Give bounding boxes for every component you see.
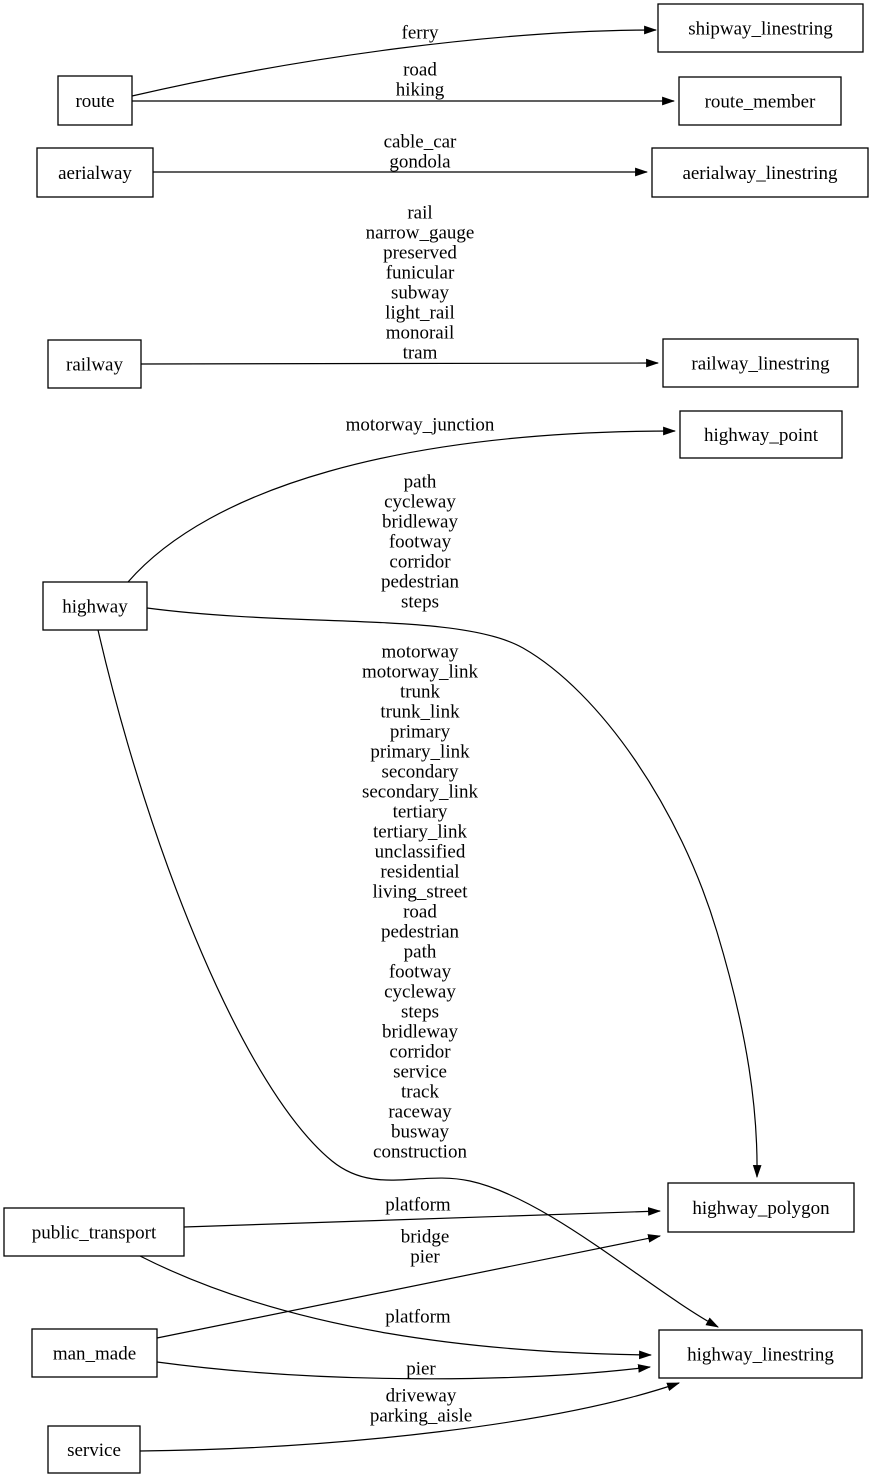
edge-label: monorail bbox=[385, 322, 455, 344]
node-label-public_transport: public_transport bbox=[31, 1222, 157, 1244]
edge-label: unclassified bbox=[374, 841, 466, 863]
edge-label: residential bbox=[380, 861, 460, 883]
edge-label: bridge bbox=[400, 1226, 450, 1248]
edge-label: platform bbox=[385, 1194, 451, 1216]
node-label-route_member: route_member bbox=[704, 91, 816, 113]
edge-label: cable_car bbox=[383, 131, 457, 153]
edge-label: pedestrian bbox=[380, 571, 460, 593]
edge-line-man_made-highway_linestring bbox=[157, 1362, 650, 1379]
edge-route-to-shipway_linestring bbox=[132, 23, 656, 97]
edge-label: tram bbox=[402, 342, 438, 364]
edge-label: primary_link bbox=[370, 741, 470, 763]
edge-line-public_transport-highway_linestring bbox=[140, 1256, 651, 1355]
edge-label: steps bbox=[401, 591, 439, 613]
edge-line-railway-railway_linestring bbox=[141, 363, 658, 364]
edge-aerialway-to-aerialway_linestring bbox=[153, 132, 647, 173]
node-label-service: service bbox=[67, 1440, 121, 1461]
edge-label: motorway bbox=[381, 641, 459, 663]
edge-label: cycleway bbox=[384, 491, 456, 513]
edge-label: construction bbox=[373, 1141, 467, 1163]
edge-label: preserved bbox=[383, 242, 457, 264]
edge-label: driveway bbox=[385, 1385, 457, 1407]
node-label-man_made: man_made bbox=[52, 1343, 137, 1365]
node-label-highway_point: highway_point bbox=[704, 425, 818, 446]
edge-label: bridleway bbox=[382, 511, 458, 533]
node-label-highway_polygon: highway_polygon bbox=[692, 1198, 830, 1219]
edge-service-to-highway_linestring bbox=[140, 1383, 679, 1451]
node-label-aerialway: aerialway bbox=[58, 163, 132, 184]
edge-label: rail bbox=[407, 202, 433, 224]
edge-label: footway bbox=[388, 961, 452, 983]
node-highway_point bbox=[680, 411, 842, 458]
edge-label: platform bbox=[385, 1306, 451, 1328]
edge-label: trunk_link bbox=[380, 701, 460, 723]
node-aerialway_linestring bbox=[652, 148, 868, 197]
node-label-aerialway_linestring: aerialway_linestring bbox=[682, 163, 838, 184]
node-highway_polygon bbox=[668, 1183, 854, 1232]
edge-label: trunk bbox=[399, 681, 441, 703]
edge-label: funicular bbox=[385, 262, 455, 284]
edge-label: motorway_link bbox=[361, 661, 479, 683]
node-public_transport bbox=[4, 1208, 184, 1256]
edge-label: footway bbox=[388, 531, 452, 553]
edge-label: subway bbox=[390, 282, 450, 304]
edge-label: secondary_link bbox=[361, 781, 479, 803]
edge-public_transport-to-highway_polygon bbox=[184, 1195, 660, 1228]
edge-label: road bbox=[403, 59, 437, 81]
edge-label: busway bbox=[390, 1121, 450, 1143]
edge-label: corridor bbox=[389, 1041, 451, 1063]
node-railway bbox=[48, 340, 141, 388]
edge-label: road bbox=[403, 901, 437, 923]
node-label-route: route bbox=[75, 91, 115, 112]
node-shipway_linestring bbox=[658, 4, 863, 52]
node-highway_linestring bbox=[659, 1330, 862, 1378]
edge-highway-to-highway_linestring bbox=[98, 630, 718, 1327]
edge-route-to-route_member bbox=[132, 60, 674, 102]
edge-public_transport-to-highway_linestring bbox=[140, 1256, 651, 1355]
node-highway bbox=[43, 582, 147, 630]
edge-line-route-shipway_linestring bbox=[132, 30, 656, 96]
edge-label: ferry bbox=[401, 22, 439, 44]
edge-label: corridor bbox=[389, 551, 451, 573]
edge-label: secondary bbox=[381, 761, 459, 783]
edge-label: living_street bbox=[372, 881, 468, 903]
node-route_member bbox=[679, 77, 841, 125]
edge-label: primary bbox=[389, 721, 451, 743]
node-service bbox=[48, 1426, 140, 1473]
edge-label: tertiary bbox=[392, 801, 448, 823]
node-label-railway: railway bbox=[66, 354, 123, 376]
node-label-highway: highway bbox=[62, 596, 128, 618]
edge-label: steps bbox=[401, 1001, 439, 1023]
edge-railway-to-railway_linestring bbox=[141, 203, 658, 365]
node-label-highway_linestring: highway_linestring bbox=[687, 1344, 834, 1366]
edge-label: track bbox=[401, 1081, 439, 1103]
edge-label: pier bbox=[406, 1358, 436, 1380]
edge-label: bridleway bbox=[382, 1021, 458, 1043]
node-man_made bbox=[32, 1329, 157, 1377]
edge-man_made-to-highway_linestring bbox=[157, 1359, 650, 1380]
edge-label: parking_aisle bbox=[369, 1405, 473, 1427]
edge-label: light_rail bbox=[385, 302, 455, 324]
edge-label: path bbox=[403, 471, 437, 493]
edge-label: pier bbox=[410, 1246, 440, 1268]
edge-label: hiking bbox=[395, 79, 445, 101]
edge-label: pedestrian bbox=[380, 921, 460, 943]
edge-label: path bbox=[403, 941, 437, 963]
node-route bbox=[58, 76, 132, 125]
edge-label: motorway_junction bbox=[345, 414, 495, 436]
edge-label: cycleway bbox=[384, 981, 456, 1003]
edge-label: raceway bbox=[388, 1101, 452, 1123]
node-aerialway bbox=[37, 148, 153, 197]
edge-label: service bbox=[393, 1061, 447, 1083]
node-label-railway_linestring: railway_linestring bbox=[691, 353, 830, 375]
node-label-shipway_linestring: shipway_linestring bbox=[688, 18, 833, 40]
edge-label: narrow_gauge bbox=[365, 222, 475, 244]
edge-label: tertiary_link bbox=[373, 821, 467, 843]
edge-label: gondola bbox=[389, 151, 451, 173]
node-railway_linestring bbox=[663, 339, 858, 387]
